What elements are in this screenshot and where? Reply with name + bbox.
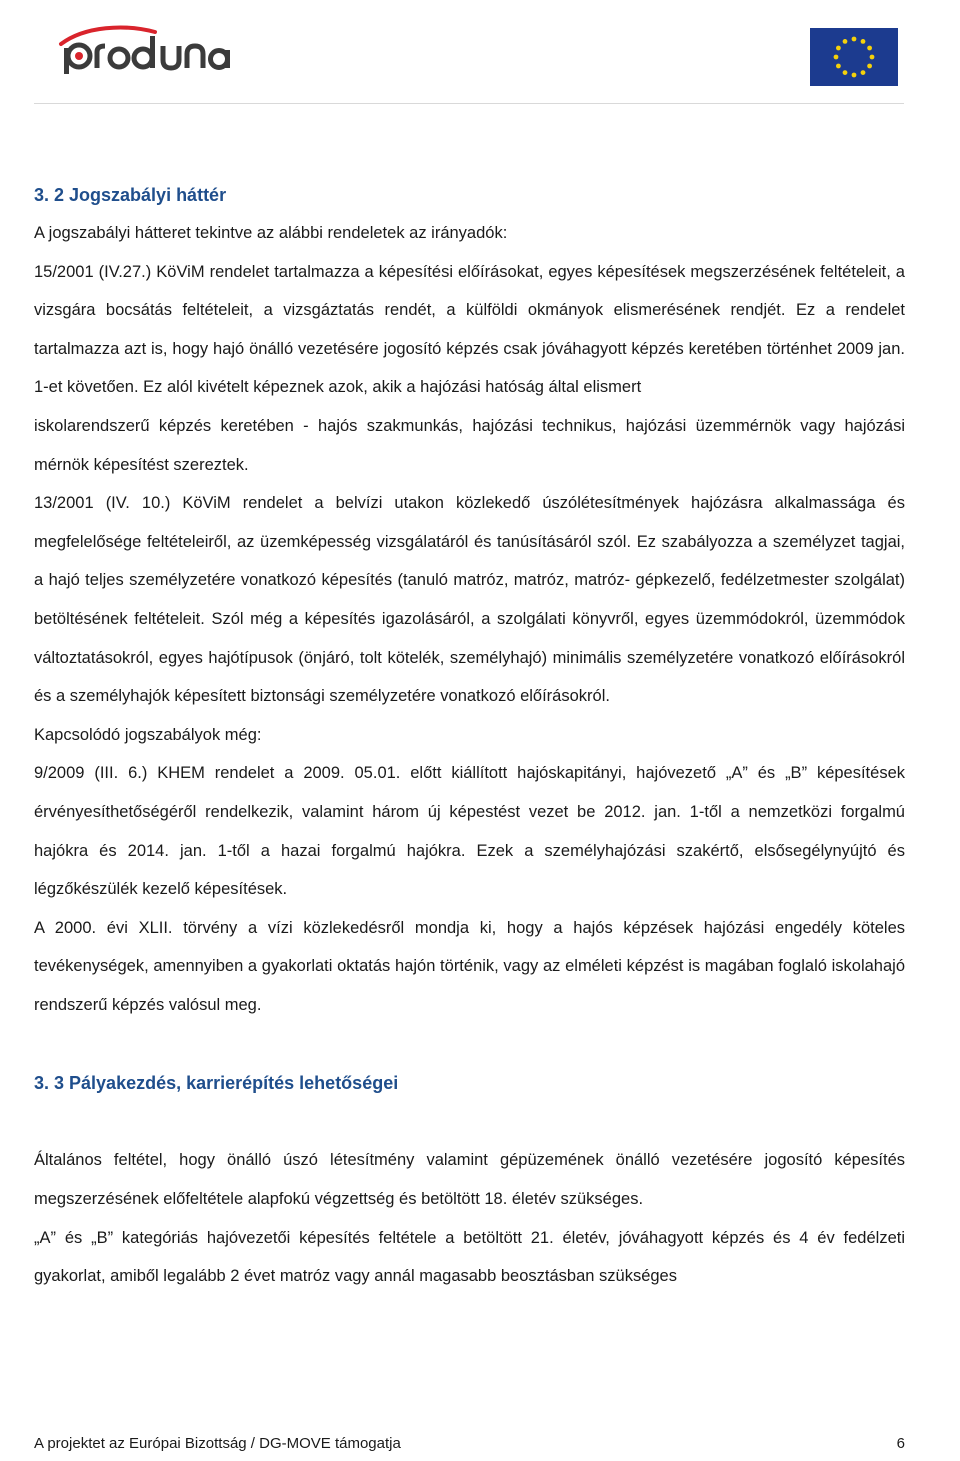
paragraph-15-2001: 15/2001 (IV.27.) KöViM rendelet tartalmazza a képesítési előírásokat, egyes képesítések megszerzésének feltételeit, a vizsgára bocsátás feltételeit, a vizsgáztatás rendét, a külföldi okmányok elismerésének rendjét. Ez a rendelet tartalmazza azt is, hogy hajó önálló vezetésére jogosító képzés csak jóváhagyott képzés keretében történhet 2009 jan. 1-et követően. Ez alól kivételt képeznek azok, akik a hajózási hatóság által elismert bbox=[34, 262, 905, 397]
page-number: 6 bbox=[896, 1434, 905, 1452]
paragraph-a-b-kategoria: „A” és „B” kategóriás hajóvezetői képesítés feltétele a betöltött 21. életév, jóváhagyott képzés és 4 év fedélzeti gyakorlat, amiből legalább 2 évet matróz vagy annál magasabb beosztásban szükséges bbox=[34, 1228, 905, 1286]
section-heading-3-2: 3. 2 Jogszabályi háttér bbox=[34, 185, 227, 205]
paragraph-iskolarendszeru: iskolarendszerű képzés keretében - hajós szakmunkás, hajózási technikus, hajózási üzemmérnök vagy hajózási mérnök képesítést szereztek. bbox=[34, 416, 905, 474]
paragraph-2000-xlii: A 2000. évi XLII. törvény a vízi közlekedésről mondja ki, hogy a hajós képzések hajózási engedély köteles tevékenységek, amennyiben a gyakorlati oktatás hajón történik, vagy az elméleti képzést is magában foglaló iskolahajó rendszerű képzés valósul meg. bbox=[34, 918, 905, 1014]
header-divider bbox=[34, 103, 904, 104]
page-footer bbox=[34, 1432, 905, 1454]
paragraph-intro: A jogszabályi hátteret tekintve az alábbi rendeletek az irányadók: bbox=[34, 224, 508, 242]
document-body bbox=[34, 176, 905, 1296]
produna-logo bbox=[55, 22, 235, 78]
footer-text: A projektet az Európai Bizottság / DG-MOVE támogatja bbox=[34, 1434, 401, 1452]
section-heading-3-3: 3. 3 Pályakezdés, karrierépítés lehetőségei bbox=[34, 1073, 399, 1094]
eu-flag-icon bbox=[810, 28, 898, 86]
paragraph-altalanos-feltetel: Általános feltétel, hogy önálló úszó létesítmény valamint gépüzemének önálló vezetésére jogosító képesítés megszerzésének előfeltétele alapfokú végzettség és betöltött 18. életév szükséges. bbox=[34, 1151, 905, 1209]
paragraph-kapcsolodo: Kapcsolódó jogszabályok még: bbox=[34, 725, 262, 744]
paragraph-13-2001: 13/2001 (IV. 10.) KöViM rendelet a belvízi utakon közlekedő úszólétesítmények hajózásra alkalmassága és megfelelősége feltételeiről, az üzemképesség vizsgálatáról és tanúsításáról szól. Ez szabályozza a személyzet tagjai, a hajó teljes személyzetére vonatkozó képesítés (tanuló matróz, matróz, matróz- gépkezelő, fedélzetmester szolgálat) betöltésének feltételeit. Szól még a képesítés igazolásáról, a szolgálati könyvről, egyes üzemmódokról, üzemmódok változtatásokról, egyes hajótípusok (önjáró, tolt kötelék, személyhajó) minimális személyzetére vonatkozó előírásokról és a személyhajók képesített biztonsági személyzetére vonatkozó előírásokról. bbox=[34, 494, 905, 706]
paragraph-9-2009: 9/2009 (III. 6.) KHEM rendelet a 2009. 05.01. előtt kiállított hajóskapitányi, hajóvezető „A” és „B” képesítések érvényesíthetőségéről rendelkezik, valamint három új képestést vezet be 2012. jan. 1-től a nemzetközi forgalmú hajókra és 2014. jan. 1-től a hazai forgalmú hajókra. Ezek a személyhajózási szakértő, elsősegélynyújtó és légzőkészülék kezelő képesítések. bbox=[34, 764, 905, 899]
page-header bbox=[0, 0, 960, 100]
